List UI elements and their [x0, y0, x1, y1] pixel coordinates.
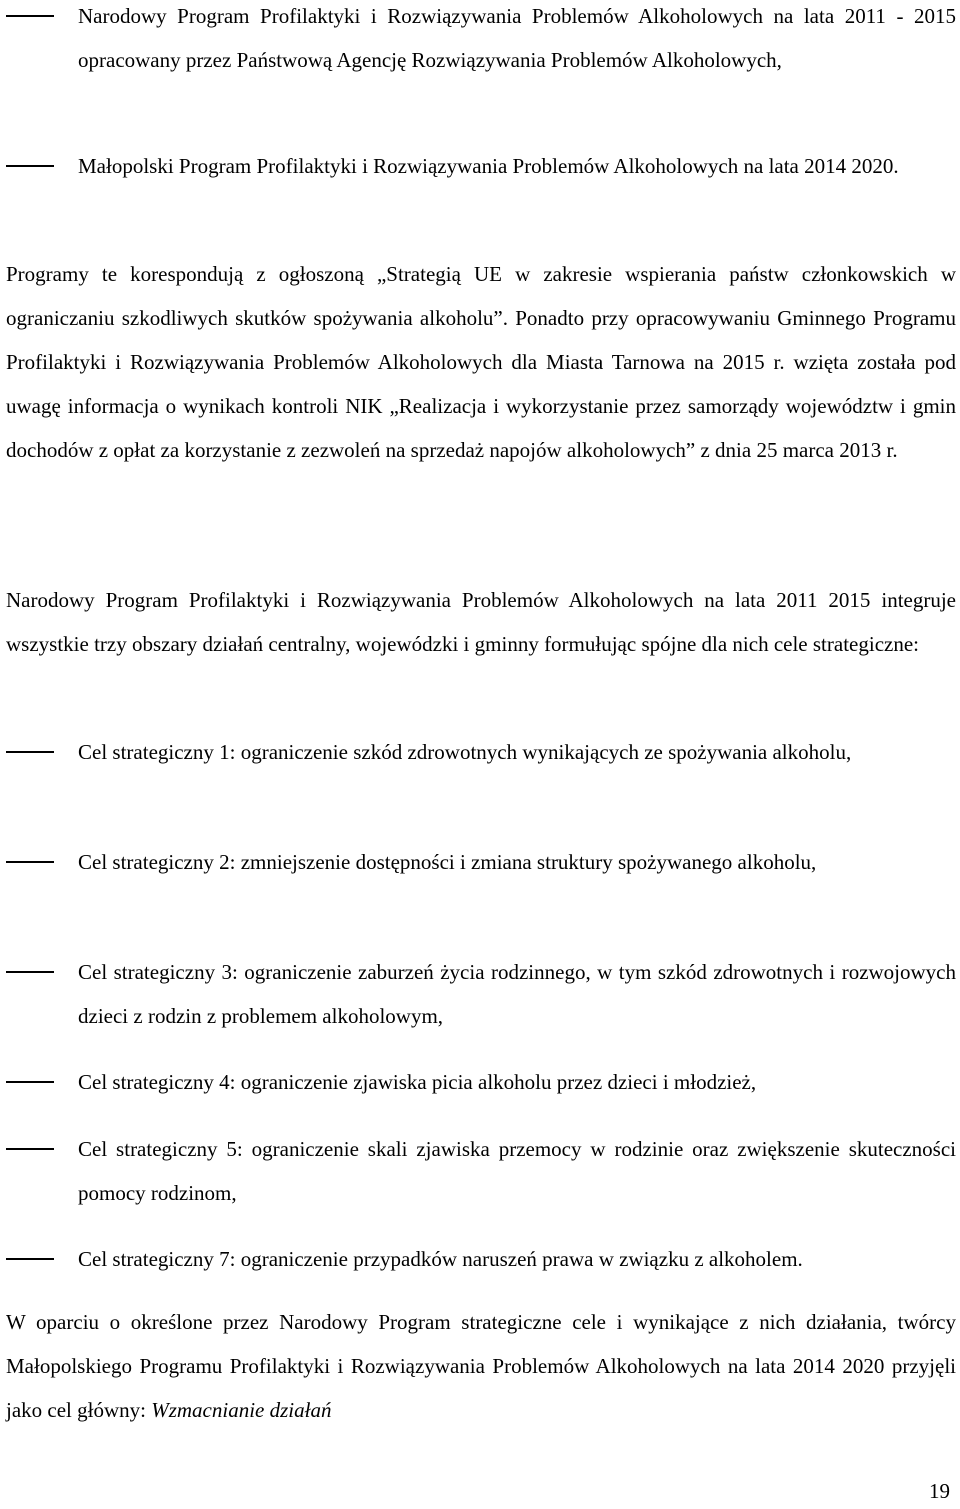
- goal-item-1: [6, 730, 956, 774]
- paragraph-malopolska-italic: Wzmacnianie działań: [151, 1398, 332, 1422]
- goal-item-5: [6, 1127, 956, 1215]
- goal-item-7: [6, 1237, 956, 1281]
- goal-item-2: [6, 840, 956, 884]
- dash-bullet-icon: [6, 1237, 56, 1281]
- paragraph-strategy: Programy te korespondują z ogłoszoną „Strategią UE w zakresie wspierania państw członkowskich w ograniczaniu szkodliwych skutków spożywania alkoholu”. Ponadto przy opracowywaniu Gminnego Programu Profilaktyki i Rozwiązywania Problemów Alkoholowych dla Miasta Tarnowa na 2015 r. wzięta została pod uwagę informacja o wynikach kontroli NIK „Realizacja i wykorzystanie przez samorządy województw i gmin dochodów z opłat za korzystanie z zezwoleń na sprzedaż napojów alkoholowych” z dnia 25 marca 2013 r.: [6, 262, 956, 462]
- list-item: [6, 0, 956, 82]
- dash-bullet-icon: [6, 1060, 56, 1104]
- paragraph-malopolska: [6, 1300, 956, 1432]
- list-item-text: Małopolski Program Profilaktyki i Rozwiązywania Problemów Alkoholowych na lata 2014 2020.: [78, 154, 899, 178]
- goal-text: Cel strategiczny 7: ograniczenie przypadków naruszeń prawa w związku z alkoholem.: [78, 1247, 803, 1271]
- goal-text: Cel strategiczny 1: ograniczenie szkód zdrowotnych wynikających ze spożywania alkoholu,: [78, 740, 852, 764]
- goal-text: Cel strategiczny 3: ograniczenie zaburzeń życia rodzinnego, w tym szkód zdrowotnych i rozwojowych dzieci z rodzin z problemem alkoholowym,: [78, 960, 956, 1028]
- dash-bullet-icon: [6, 1127, 56, 1171]
- dash-bullet-icon: [6, 0, 56, 38]
- goal-item-4: [6, 1060, 956, 1104]
- list-item-text: Narodowy Program Profilaktyki i Rozwiązywania Problemów Alkoholowych na lata 2011 - 2015 opracowany przez Państwową Agencję Rozwiązywania Problemów Alkoholowych,: [78, 4, 956, 72]
- page-number: 19: [929, 1479, 950, 1503]
- paragraph-malopolska-text: W oparciu o określone przez Narodowy Program strategiczne cele i wynikające z nich działania, twórcy Małopolskiego Programu Profilaktyki i Rozwiązywania Problemów Alkoholowych na lata 2014 2020 przyjęli jako cel główny:: [6, 1310, 956, 1422]
- goal-item-3: [6, 950, 956, 1038]
- dash-bullet-icon: [6, 840, 56, 884]
- goal-text: Cel strategiczny 5: ograniczenie skali zjawiska przemocy w rodzinie oraz zwiększenie skuteczności pomocy rodzinom,: [78, 1137, 956, 1205]
- paragraph-national-program: Narodowy Program Profilaktyki i Rozwiązywania Problemów Alkoholowych na lata 2011 2015 integruje wszystkie trzy obszary działań centralny, wojewódzki i gminny formułując spójne dla nich cele strategiczne:: [6, 588, 956, 656]
- goal-text: Cel strategiczny 4: ograniczenie zjawiska picia alkoholu przez dzieci i młodzież,: [78, 1070, 757, 1094]
- dash-bullet-icon: [6, 950, 56, 994]
- goal-text: Cel strategiczny 2: zmniejszenie dostępności i zmiana struktury spożywanego alkoholu,: [78, 850, 817, 874]
- document-page: [6, 0, 956, 1509]
- dash-bullet-icon: [6, 730, 56, 774]
- dash-bullet-icon: [6, 144, 56, 188]
- list-item: [6, 144, 956, 188]
